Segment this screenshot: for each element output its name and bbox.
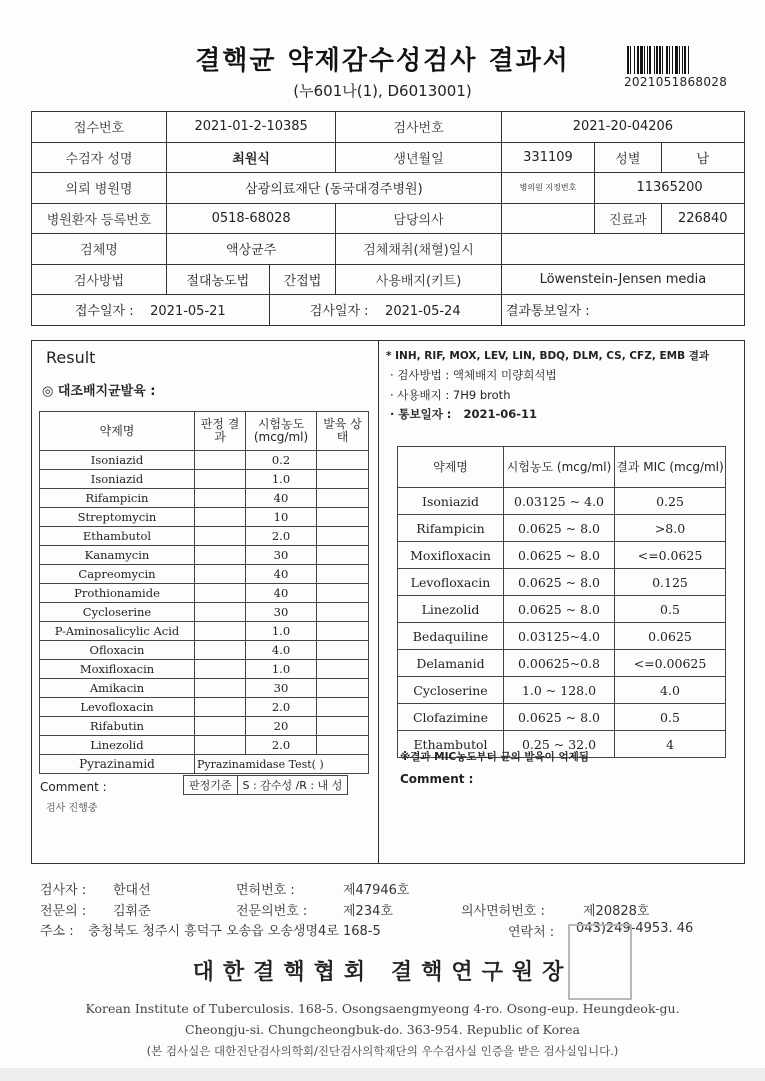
- solid-media-table: [39, 411, 369, 774]
- drug-growth: [317, 736, 369, 755]
- drug-name: Linezolid: [40, 736, 195, 755]
- drug-concentration: 1.0: [246, 470, 317, 489]
- drug-judgement: [195, 584, 246, 603]
- mic-method: · 검사방법 : 액체배지 미량희석법: [390, 368, 557, 382]
- pza-name: Pyrazinamid: [40, 755, 195, 774]
- mic-drug-name: Ethambutol: [398, 731, 504, 758]
- right-comment-label: Comment :: [400, 772, 474, 786]
- barcode-bar: [689, 46, 692, 74]
- mic-range: 0.25 ~ 32.0: [504, 731, 615, 758]
- mic-result: <=0.00625: [615, 650, 726, 677]
- mic-drug-name: Levofloxacin: [398, 569, 504, 596]
- document-code: (누601나(1), D6013001): [293, 82, 472, 100]
- license-number: 제47946호: [343, 883, 410, 898]
- test-no: 2021-20-04206: [501, 112, 744, 143]
- drug-row: [40, 736, 369, 755]
- drug-concentration: 2.0: [246, 698, 317, 717]
- drug-name: Amikacin: [40, 679, 195, 698]
- drug-name: Kanamycin: [40, 546, 195, 565]
- mic-result: 0.25: [615, 488, 726, 515]
- doctor-license-label: 의사면허번호 :: [461, 904, 545, 919]
- col-growth: 발육 상태: [317, 412, 369, 451]
- collect-date-label: 검체채취(채혈)일시: [336, 234, 502, 265]
- specialist-no-label: 전문의번호 :: [236, 904, 308, 919]
- hospital-code-label: 병의원 지정번호: [501, 173, 594, 204]
- mic-range: 0.0625 ~ 8.0: [504, 569, 615, 596]
- test-date-label: 검사일자 :: [309, 304, 369, 320]
- drug-concentration: 10: [246, 508, 317, 527]
- license-label: 면허번호 :: [236, 883, 295, 898]
- page-bottom-band: [0, 1068, 765, 1081]
- kit-label: 사용배지(키트): [336, 264, 502, 295]
- result-heading: Result: [46, 348, 96, 367]
- method-label: 검사방법: [32, 264, 167, 295]
- mic-note: ※결과 MIC농도부터 균의 발육이 억제됨: [400, 751, 589, 763]
- mic-result: >8.0: [615, 515, 726, 542]
- drug-name: Ofloxacin: [40, 641, 195, 660]
- mic-notify-date: 2021-06-11: [463, 407, 537, 421]
- drug-concentration: 40: [246, 565, 317, 584]
- drug-row: [40, 679, 369, 698]
- drug-name: Ethambutol: [40, 527, 195, 546]
- drug-name: Rifabutin: [40, 717, 195, 736]
- drug-growth: [317, 603, 369, 622]
- patient-reg-label: 병원환자 등록번호: [32, 203, 167, 234]
- receipt-date-label: 접수일자 :: [74, 304, 134, 320]
- drug-judgement: [195, 470, 246, 489]
- mic-media: · 사용배지 : 7H9 broth: [390, 388, 511, 402]
- kit: Löwenstein-Jensen media: [501, 264, 744, 295]
- address-label: 주소 :: [40, 924, 74, 939]
- drug-growth: [317, 717, 369, 736]
- examiner-label: 검사자 :: [40, 883, 87, 898]
- drug-name: Streptomycin: [40, 508, 195, 527]
- barcode-number: 2021051868028: [624, 75, 728, 89]
- control-growth-label: ◎ 대조배지균발육 :: [42, 384, 156, 399]
- drug-concentration: 20: [246, 717, 317, 736]
- drug-judgement: [195, 622, 246, 641]
- drug-judgement: [195, 451, 246, 470]
- hospital-label: 의뢰 병원명: [32, 173, 167, 204]
- drug-name: Prothionamide: [40, 584, 195, 603]
- receipt-no: 2021-01-2-10385: [167, 112, 336, 143]
- drug-row: [40, 546, 369, 565]
- mic-col-result: 결과 MIC (mcg/ml): [615, 447, 726, 488]
- drug-growth: [317, 698, 369, 717]
- drug-growth: [317, 470, 369, 489]
- drug-growth: [317, 565, 369, 584]
- contact: 043)249-4953. 46: [576, 921, 694, 936]
- drug-row: [40, 565, 369, 584]
- doctor-label: 담당의사: [336, 203, 502, 234]
- drug-concentration: 2.0: [246, 527, 317, 546]
- mic-col-range: 시험농도 (mcg/ml): [504, 447, 615, 488]
- sex: 남: [661, 142, 744, 173]
- drug-row: [40, 584, 369, 603]
- address: 충청북도 청주시 흥덕구 오송읍 오송생명4로 168-5: [88, 924, 381, 939]
- drug-judgement: [195, 527, 246, 546]
- mic-range: 0.0625 ~ 8.0: [504, 704, 615, 731]
- mic-row: [398, 542, 726, 569]
- mic-result: 4: [615, 731, 726, 758]
- drug-concentration: 4.0: [246, 641, 317, 660]
- drug-row: [40, 717, 369, 736]
- mic-drug-name: Clofazimine: [398, 704, 504, 731]
- specimen: 액상균주: [167, 234, 336, 265]
- barcode: [627, 46, 733, 74]
- drug-concentration: 30: [246, 546, 317, 565]
- drug-concentration: 2.0: [246, 736, 317, 755]
- drug-name: Levofloxacin: [40, 698, 195, 717]
- notify-date-cell: [501, 295, 744, 326]
- pza-test: Pyrazinamidase Test( ): [195, 755, 369, 774]
- mic-notify-label: · 통보일자 :: [390, 407, 452, 421]
- sex-label: 성별: [595, 142, 661, 173]
- drug-row: [40, 698, 369, 717]
- mic-result: 0.0625: [615, 623, 726, 650]
- mic-result: 0.5: [615, 596, 726, 623]
- english-address-line2: Cheongju-si. Chungcheongbuk-do. 363-954. Republic of Korea: [185, 1022, 580, 1037]
- birth-label: 생년월일: [336, 142, 502, 173]
- drug-concentration: 1.0: [246, 660, 317, 679]
- mic-drug-name: Cycloserine: [398, 677, 504, 704]
- drug-growth: [317, 660, 369, 679]
- receipt-no-label: 접수번호: [32, 112, 167, 143]
- drug-judgement: [195, 717, 246, 736]
- drug-row: [40, 508, 369, 527]
- notify-date-label: 결과통보일자 :: [505, 304, 590, 320]
- mic-col-drug: 약제명: [398, 447, 504, 488]
- mic-result: 0.125: [615, 569, 726, 596]
- mic-row: [398, 569, 726, 596]
- drug-judgement: [195, 489, 246, 508]
- left-comment-text: 검사 진행중: [46, 803, 98, 814]
- left-comment-label: Comment :: [40, 780, 107, 794]
- specimen-label: 검체명: [32, 234, 167, 265]
- specialist-label: 전문의 :: [40, 904, 87, 919]
- test-date: 2021-05-24: [385, 304, 461, 320]
- drug-judgement: [195, 508, 246, 527]
- drug-row: [40, 451, 369, 470]
- mic-row: [398, 596, 726, 623]
- specialist-name: 김휘준: [113, 904, 151, 919]
- doctor-name: [501, 203, 594, 234]
- drug-growth: [317, 641, 369, 660]
- result-divider: [378, 340, 379, 864]
- drug-name: Isoniazid: [40, 470, 195, 489]
- drug-concentration: 1.0: [246, 622, 317, 641]
- drug-row: [40, 527, 369, 546]
- method-indirect: 간접법: [269, 264, 336, 295]
- drug-growth: [317, 546, 369, 565]
- drug-concentration: 0.2: [246, 451, 317, 470]
- drug-judgement: [195, 660, 246, 679]
- mic-drug-name: Linezolid: [398, 596, 504, 623]
- test-date-cell: [269, 295, 501, 326]
- drug-name: Cycloserine: [40, 603, 195, 622]
- drug-concentration: 30: [246, 679, 317, 698]
- drug-growth: [317, 489, 369, 508]
- mic-row: [398, 650, 726, 677]
- dept-label: 진료과: [595, 203, 661, 234]
- test-no-label: 검사번호: [336, 112, 502, 143]
- drug-judgement: [195, 546, 246, 565]
- english-address-line1: Korean Institute of Tuberculosis. 168-5. Osongsaengmyeong 4-ro. Osong-eup. Heungdeok-gu.: [85, 1001, 680, 1016]
- mic-drug-name: Rifampicin: [398, 515, 504, 542]
- mic-row: [398, 623, 726, 650]
- document-title: 결핵균 약제감수성검사 결과서: [195, 46, 570, 76]
- method-absolute: 절대농도법: [167, 264, 270, 295]
- patient-name-label: 수검자 성명: [32, 142, 167, 173]
- drug-name: Moxifloxacin: [40, 660, 195, 679]
- mic-drug-name: Delamanid: [398, 650, 504, 677]
- drug-growth: [317, 679, 369, 698]
- patient-reg-no: 0518-68028: [167, 203, 336, 234]
- mic-range: 0.0625 ~ 8.0: [504, 542, 615, 569]
- examiner-name: 한대선: [113, 883, 151, 898]
- judgement-label: 판정기준: [189, 779, 232, 792]
- mic-row: [398, 488, 726, 515]
- drug-row: [40, 660, 369, 679]
- mic-range: 0.0625 ~ 8.0: [504, 596, 615, 623]
- col-judgement: 판정 결과: [195, 412, 246, 451]
- mic-range: 0.03125~4.0: [504, 623, 615, 650]
- drug-row: [40, 489, 369, 508]
- drug-name: Rifampicin: [40, 489, 195, 508]
- drug-name: Isoniazid: [40, 451, 195, 470]
- mic-drug-list: * INH, RIF, MOX, LEV, LIN, BDQ, DLM, CS, CFZ, EMB 결과: [386, 350, 710, 362]
- birth-date: 331109: [501, 142, 594, 173]
- mic-row: [398, 515, 726, 542]
- drug-row: [40, 603, 369, 622]
- drug-growth: [317, 451, 369, 470]
- dept: 226840: [661, 203, 744, 234]
- mic-range: 0.03125 ~ 4.0: [504, 488, 615, 515]
- drug-judgement: [195, 679, 246, 698]
- drug-judgement: [195, 641, 246, 660]
- receipt-date-cell: [32, 295, 270, 326]
- collect-date: [501, 234, 744, 265]
- judgement-criteria: [183, 775, 348, 795]
- patient-name: 최원식: [167, 142, 336, 173]
- mic-result: 0.5: [615, 704, 726, 731]
- drug-growth: [317, 584, 369, 603]
- patient-info-table: [31, 111, 745, 326]
- contact-label: 연락처 :: [508, 925, 555, 940]
- mic-result: 4.0: [615, 677, 726, 704]
- drug-row: [40, 641, 369, 660]
- mic-row: [398, 677, 726, 704]
- drug-growth: [317, 622, 369, 641]
- drug-judgement: [195, 736, 246, 755]
- mic-result: <=0.0625: [615, 542, 726, 569]
- drug-growth: [317, 527, 369, 546]
- mic-notify: [390, 406, 537, 422]
- hospital-code: 11365200: [595, 173, 745, 204]
- receipt-date: 2021-05-21: [150, 304, 226, 320]
- mic-drug-name: Bedaquiline: [398, 623, 504, 650]
- drug-name: Capreomycin: [40, 565, 195, 584]
- mic-range: 0.00625~0.8: [504, 650, 615, 677]
- col-concentration: 시험농도 (mcg/ml): [246, 412, 317, 451]
- judgement-value: S : 감수성 /R : 내 성: [237, 776, 348, 794]
- mic-row: [398, 704, 726, 731]
- mic-drug-name: Isoniazid: [398, 488, 504, 515]
- drug-judgement: [195, 565, 246, 584]
- drug-concentration: 40: [246, 584, 317, 603]
- mic-table: [397, 446, 726, 758]
- drug-concentration: 40: [246, 489, 317, 508]
- mic-range: 0.0625 ~ 8.0: [504, 515, 615, 542]
- drug-row: [40, 622, 369, 641]
- drug-concentration: 30: [246, 603, 317, 622]
- hospital-name: 삼광의료재단 (동국대경주병원): [167, 173, 502, 204]
- specialist-no: 제234호: [343, 904, 393, 919]
- drug-judgement: [195, 698, 246, 717]
- doctor-license: 제20828호: [583, 904, 650, 919]
- col-drug-name: 약제명: [40, 412, 195, 451]
- mic-range: 1.0 ~ 128.0: [504, 677, 615, 704]
- mic-drug-name: Moxifloxacin: [398, 542, 504, 569]
- drug-judgement: [195, 603, 246, 622]
- drug-name: P-Aminosalicylic Acid: [40, 622, 195, 641]
- organization-name: 대한결핵협회 결핵연구원장: [192, 960, 573, 985]
- drug-row: [40, 470, 369, 489]
- certification-note: (본 검사실은 대한진단검사의학회/진단검사의학재단의 우수검사실 인증을 받은 검사실입니다.): [146, 1044, 619, 1058]
- drug-growth: [317, 508, 369, 527]
